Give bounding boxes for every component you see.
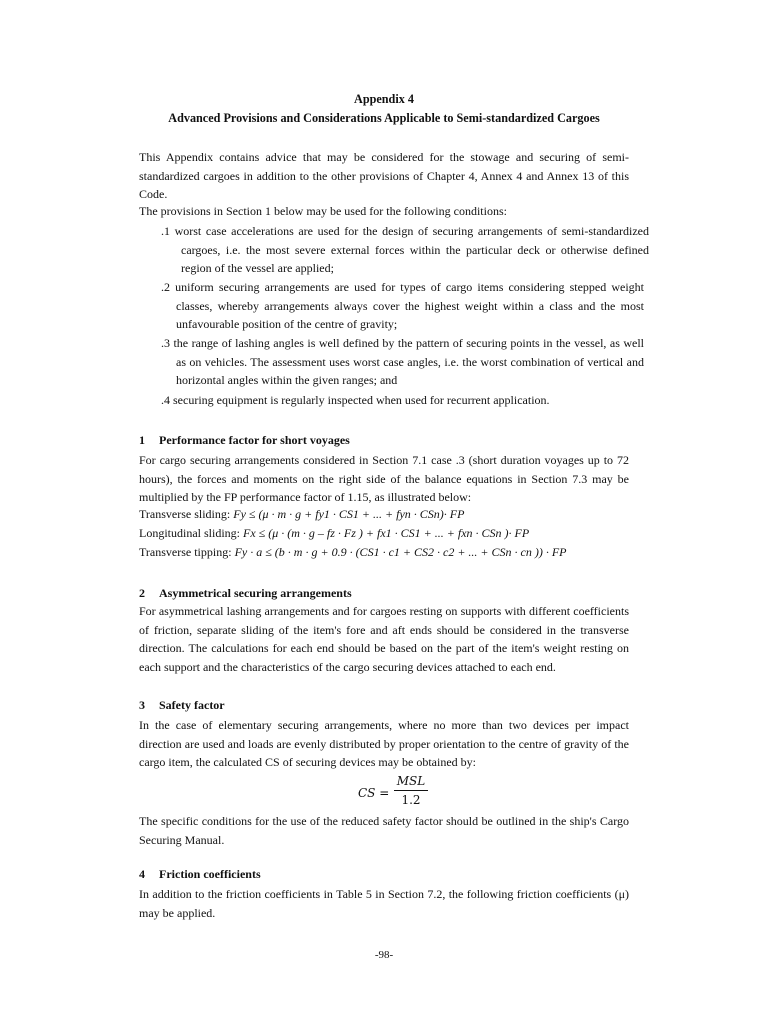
equation-label: Longitudinal sliding: [139, 526, 240, 540]
section-title: Asymmetrical securing arrangements [159, 586, 352, 600]
equation-expression: Fy ≤ (μ · m · g + fy1 · CS1 + ... + fyn · CSn)· FP [233, 507, 465, 521]
section-heading [139, 867, 261, 882]
equation-longitudinal-sliding [139, 526, 529, 541]
section-text: For asymmetrical lashing arrangements and for cargoes resting on supports with different coefficients of friction, separate sliding of the item's fore and aft ends should be considered in the transverse direction. The calculations for each end should be based on the part of the item's weight resting on each support and the characteristics of the cargo securing devices attached to each end. [139, 604, 629, 674]
fraction-bar [394, 790, 428, 791]
equation-transverse-sliding [139, 507, 464, 522]
equation-expression: Fy · a ≤ (b · m · g + 0.9 · (CS1 · c1 + CS2 · c2 + ... + CSn · cn )) · FP [234, 545, 567, 559]
section-number: 3 [139, 698, 145, 712]
formula-fraction [394, 774, 428, 807]
page-number: -98- [374, 949, 394, 961]
section-heading [139, 586, 352, 601]
section-title: Safety factor [159, 698, 225, 712]
section-text: For cargo securing arrangements considered in Section 7.1 case .3 (short duration voyages up to 72 hours), the forces and moments on the right side of the balance equations in Section 7.3 may be multiplied by the FP performance factor of 1.15, as illustrated below: [139, 453, 629, 504]
appendix-title: Advanced Provisions and Considerations Applicable to Semi-standardized Cargoes [168, 111, 600, 125]
section-text: In addition to the friction coefficients in Table 5 in Section 7.2, the following friction coefficients (μ) may be applied. [139, 887, 629, 920]
formula-lhs: CS = [358, 786, 390, 800]
condition-item: .3 the range of lashing angles is well defined by the pattern of securing points in the vessel, as well as on vehicles. The assessment uses worst case angles, i.e. the worst combination of vertical and horizontal angles within the given ranges; and [161, 336, 644, 387]
section-heading [139, 698, 225, 713]
section-title: Performance factor for short voyages [159, 433, 350, 447]
section-number: 2 [139, 586, 145, 600]
equation-label: Transverse tipping: [139, 545, 232, 559]
section-number: 4 [139, 867, 145, 881]
conditions-intro: The provisions in Section 1 below may be used for the following conditions: [139, 204, 507, 218]
equation-expression: Fx ≤ (μ · (m · g – fz · Fz ) + fx1 · CS1 + ... + fxn · CSn )· FP [243, 526, 530, 540]
section-heading [139, 433, 350, 448]
intro-paragraph: This Appendix contains advice that may be considered for the stowage and securing of semi-standardized cargoes in addition to the other provisions of Chapter 4, Annex 4 and Annex 13 of this Code. [139, 150, 629, 201]
formula-denominator: 1.2 [401, 793, 421, 807]
equation-transverse-tipping [139, 545, 567, 560]
section-title: Friction coefficients [159, 867, 261, 881]
section-text-after: The specific conditions for the use of the reduced safety factor should be outlined in the ship's Cargo Securing Manual. [139, 814, 629, 847]
condition-item: .2 uniform securing arrangements are used for types of cargo items considering stepped weight classes, whereby arrangements always cover the highest weight within a class and the most unfavourable position of the centre of gravity; [161, 280, 644, 331]
condition-item: .1 worst case accelerations are used for the design of securing arrangements of semi-standardized cargoes, i.e. the most severe external forces within the particular deck or otherwise defined region of the vessel are applied; [161, 224, 649, 275]
condition-item: .4 securing equipment is regularly inspected when used for recurrent application. [161, 393, 550, 407]
equation-label: Transverse sliding: [139, 507, 231, 521]
formula-numerator: MSL [396, 774, 426, 788]
section-text: In the case of elementary securing arrangements, where no more than two devices per impact direction are used and loads are evenly distributed by proper orientation to the centre of gravity of the cargo item, the calculated CS of securing devices may be obtained by: [139, 718, 629, 769]
appendix-label: Appendix 4 [354, 92, 414, 106]
section-number: 1 [139, 433, 145, 447]
